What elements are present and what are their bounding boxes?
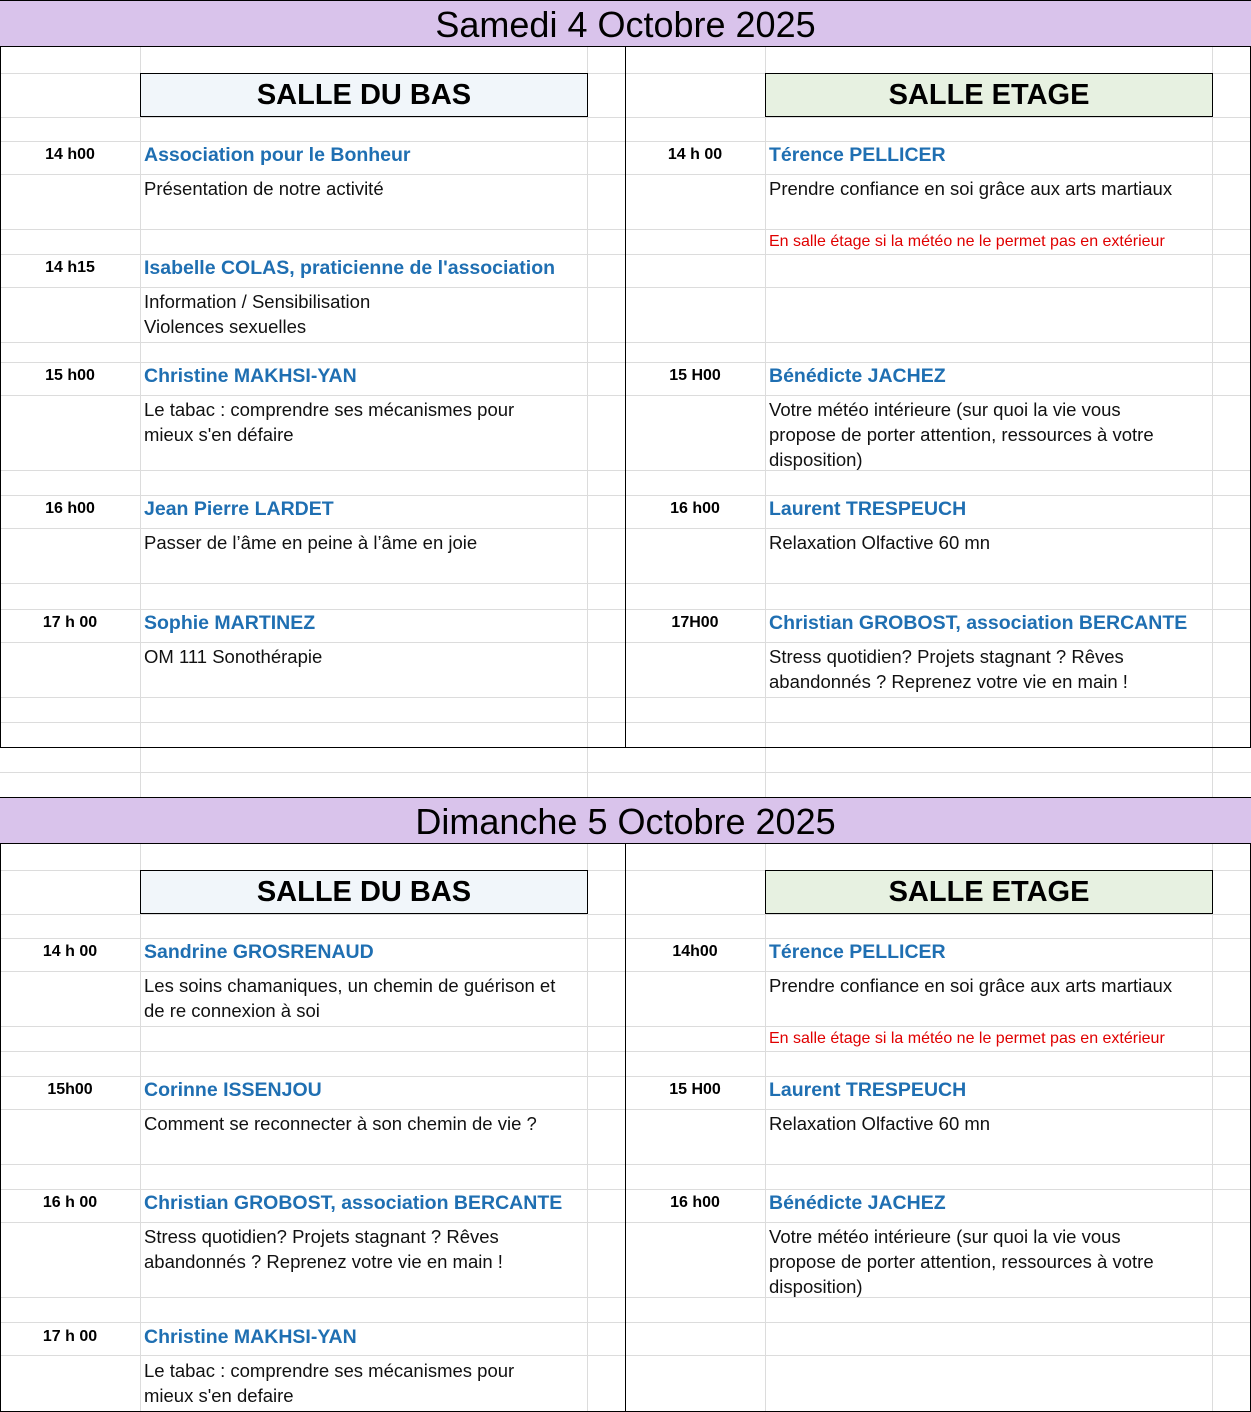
description-line: Relaxation Olfactive 60 mn xyxy=(769,532,991,553)
description-line: Prendre confiance en soi grâce aux arts martiaux xyxy=(769,178,1173,199)
time-label: 14 h15 xyxy=(45,259,95,276)
session-description xyxy=(144,1111,537,1136)
description-line: Prendre confiance en soi grâce aux arts martiaux xyxy=(769,975,1173,996)
speaker-name: Bénédicte JACHEZ xyxy=(769,1192,946,1214)
time-label: 15 H00 xyxy=(669,367,721,384)
gridline xyxy=(765,844,766,1412)
speaker-name: Christine MAKHSI-YAN xyxy=(144,365,357,387)
time-label: 17 h 00 xyxy=(42,1328,98,1345)
description-line: Les soins chamaniques, un chemin de guérison et xyxy=(144,975,556,996)
time-label: 16 h 00 xyxy=(42,1194,98,1211)
session-description xyxy=(769,973,1172,998)
description-line: mieux s'en défaire xyxy=(144,424,294,445)
description-line: Relaxation Olfactive 60 mn xyxy=(769,1113,991,1134)
section-border xyxy=(0,747,1251,748)
description-line: Votre météo intérieure (sur quoi la vie vous xyxy=(769,1226,1121,1247)
section-border xyxy=(625,844,626,1412)
session-description xyxy=(769,1111,990,1136)
gridline xyxy=(140,47,141,797)
description-line: disposition) xyxy=(769,449,863,470)
speaker-name: Térence PELLICER xyxy=(769,144,946,166)
speaker-name: Isabelle COLAS, praticienne de l'association xyxy=(144,257,556,279)
description-line: de re connexion à soi xyxy=(144,1000,320,1021)
time-label: 14h00 xyxy=(672,943,718,960)
gridline xyxy=(1212,844,1213,1412)
speaker-name: Christian GROBOST, association BERCANTE xyxy=(144,1192,563,1214)
description-line: mieux s'en defaire xyxy=(144,1385,294,1406)
speaker-name: Corinne ISSENJOU xyxy=(144,1079,322,1101)
time-label: 15 H00 xyxy=(669,1081,721,1098)
section-border xyxy=(0,47,1,747)
speaker-name: Christian GROBOST, association BERCANTE xyxy=(769,612,1188,634)
time-label: 15h00 xyxy=(47,1081,93,1098)
time-label: 16 h00 xyxy=(670,1194,720,1211)
description-line: Comment se reconnecter à son chemin de vie ? xyxy=(144,1113,537,1134)
description-line: Stress quotidien? Projets stagnant ? Rêves xyxy=(144,1226,499,1247)
gridline xyxy=(765,47,766,797)
time-label: 14 h 00 xyxy=(42,943,98,960)
speaker-name: Jean Pierre LARDET xyxy=(144,498,334,520)
time-label: 15 h00 xyxy=(45,367,95,384)
description-line: Passer de l’âme en peine à l’âme en joie xyxy=(144,532,478,553)
session-description xyxy=(769,530,990,555)
time-label: 16 h00 xyxy=(45,500,95,517)
session-description xyxy=(144,1224,503,1274)
speaker-name: Bénédicte JACHEZ xyxy=(769,365,946,387)
time-label: 14 h 00 xyxy=(667,146,723,163)
session-description xyxy=(144,289,370,339)
weather-note: En salle étage si la météo ne le permet pas en extérieur xyxy=(769,1030,1165,1047)
gridline xyxy=(0,772,1251,773)
room-header-salle-du-bas: SALLE DU BAS xyxy=(140,73,588,117)
description-line: Information / Sensibilisation xyxy=(144,291,371,312)
session-description xyxy=(144,973,555,1023)
room-header-salle-du-bas: SALLE DU BAS xyxy=(140,870,588,914)
session-description xyxy=(769,176,1172,201)
room-header-salle-etage: SALLE ETAGE xyxy=(765,870,1213,914)
description-line: disposition) xyxy=(769,1276,863,1297)
session-description xyxy=(144,176,384,201)
time-label: 16 h00 xyxy=(670,500,720,517)
session-description xyxy=(769,1224,1154,1299)
speaker-name: Association pour le Bonheur xyxy=(144,144,411,166)
session-description xyxy=(144,397,514,447)
description-line: Présentation de notre activité xyxy=(144,178,384,199)
day-banner-saturday: Samedi 4 Octobre 2025 xyxy=(0,0,1251,47)
gridline xyxy=(140,844,141,1412)
day-banner-sunday: Dimanche 5 Octobre 2025 xyxy=(0,797,1251,844)
speaker-name: Christine MAKHSI-YAN xyxy=(144,1326,357,1348)
session-description xyxy=(769,397,1154,472)
description-line: Violences sexuelles xyxy=(144,316,307,337)
description-line: propose de porter attention, ressources à votre xyxy=(769,1251,1154,1272)
speaker-name: Térence PELLICER xyxy=(769,941,946,963)
description-line: Votre météo intérieure (sur quoi la vie vous xyxy=(769,399,1121,420)
section-border xyxy=(0,844,1,1412)
speaker-name: Laurent TRESPEUCH xyxy=(769,1079,967,1101)
session-description xyxy=(144,644,322,669)
session-description xyxy=(144,1358,514,1408)
time-label: 17H00 xyxy=(671,614,719,631)
gridline xyxy=(1212,47,1213,797)
speaker-name: Sophie MARTINEZ xyxy=(144,612,316,634)
gridline xyxy=(587,47,588,797)
description-line: abandonnés ? Reprenez votre vie en main ! xyxy=(144,1251,503,1272)
time-label: 14 h00 xyxy=(45,146,95,163)
description-line: abandonnés ? Reprenez votre vie en main ! xyxy=(769,671,1128,692)
description-line: Le tabac : comprendre ses mécanismes pour xyxy=(144,399,515,420)
weather-note: En salle étage si la météo ne le permet pas en extérieur xyxy=(769,233,1165,250)
gridline xyxy=(587,844,588,1412)
room-header-salle-etage: SALLE ETAGE xyxy=(765,73,1213,117)
description-line: Stress quotidien? Projets stagnant ? Rêves xyxy=(769,646,1124,667)
description-line: OM 111 Sonothérapie xyxy=(144,646,323,667)
session-description xyxy=(769,644,1128,694)
description-line: Le tabac : comprendre ses mécanismes pour xyxy=(144,1360,515,1381)
speaker-name: Laurent TRESPEUCH xyxy=(769,498,967,520)
time-label: 17 h 00 xyxy=(42,614,98,631)
speaker-name: Sandrine GROSRENAUD xyxy=(144,941,374,963)
description-line: propose de porter attention, ressources à votre xyxy=(769,424,1154,445)
section-border xyxy=(625,47,626,747)
session-description xyxy=(144,530,477,555)
